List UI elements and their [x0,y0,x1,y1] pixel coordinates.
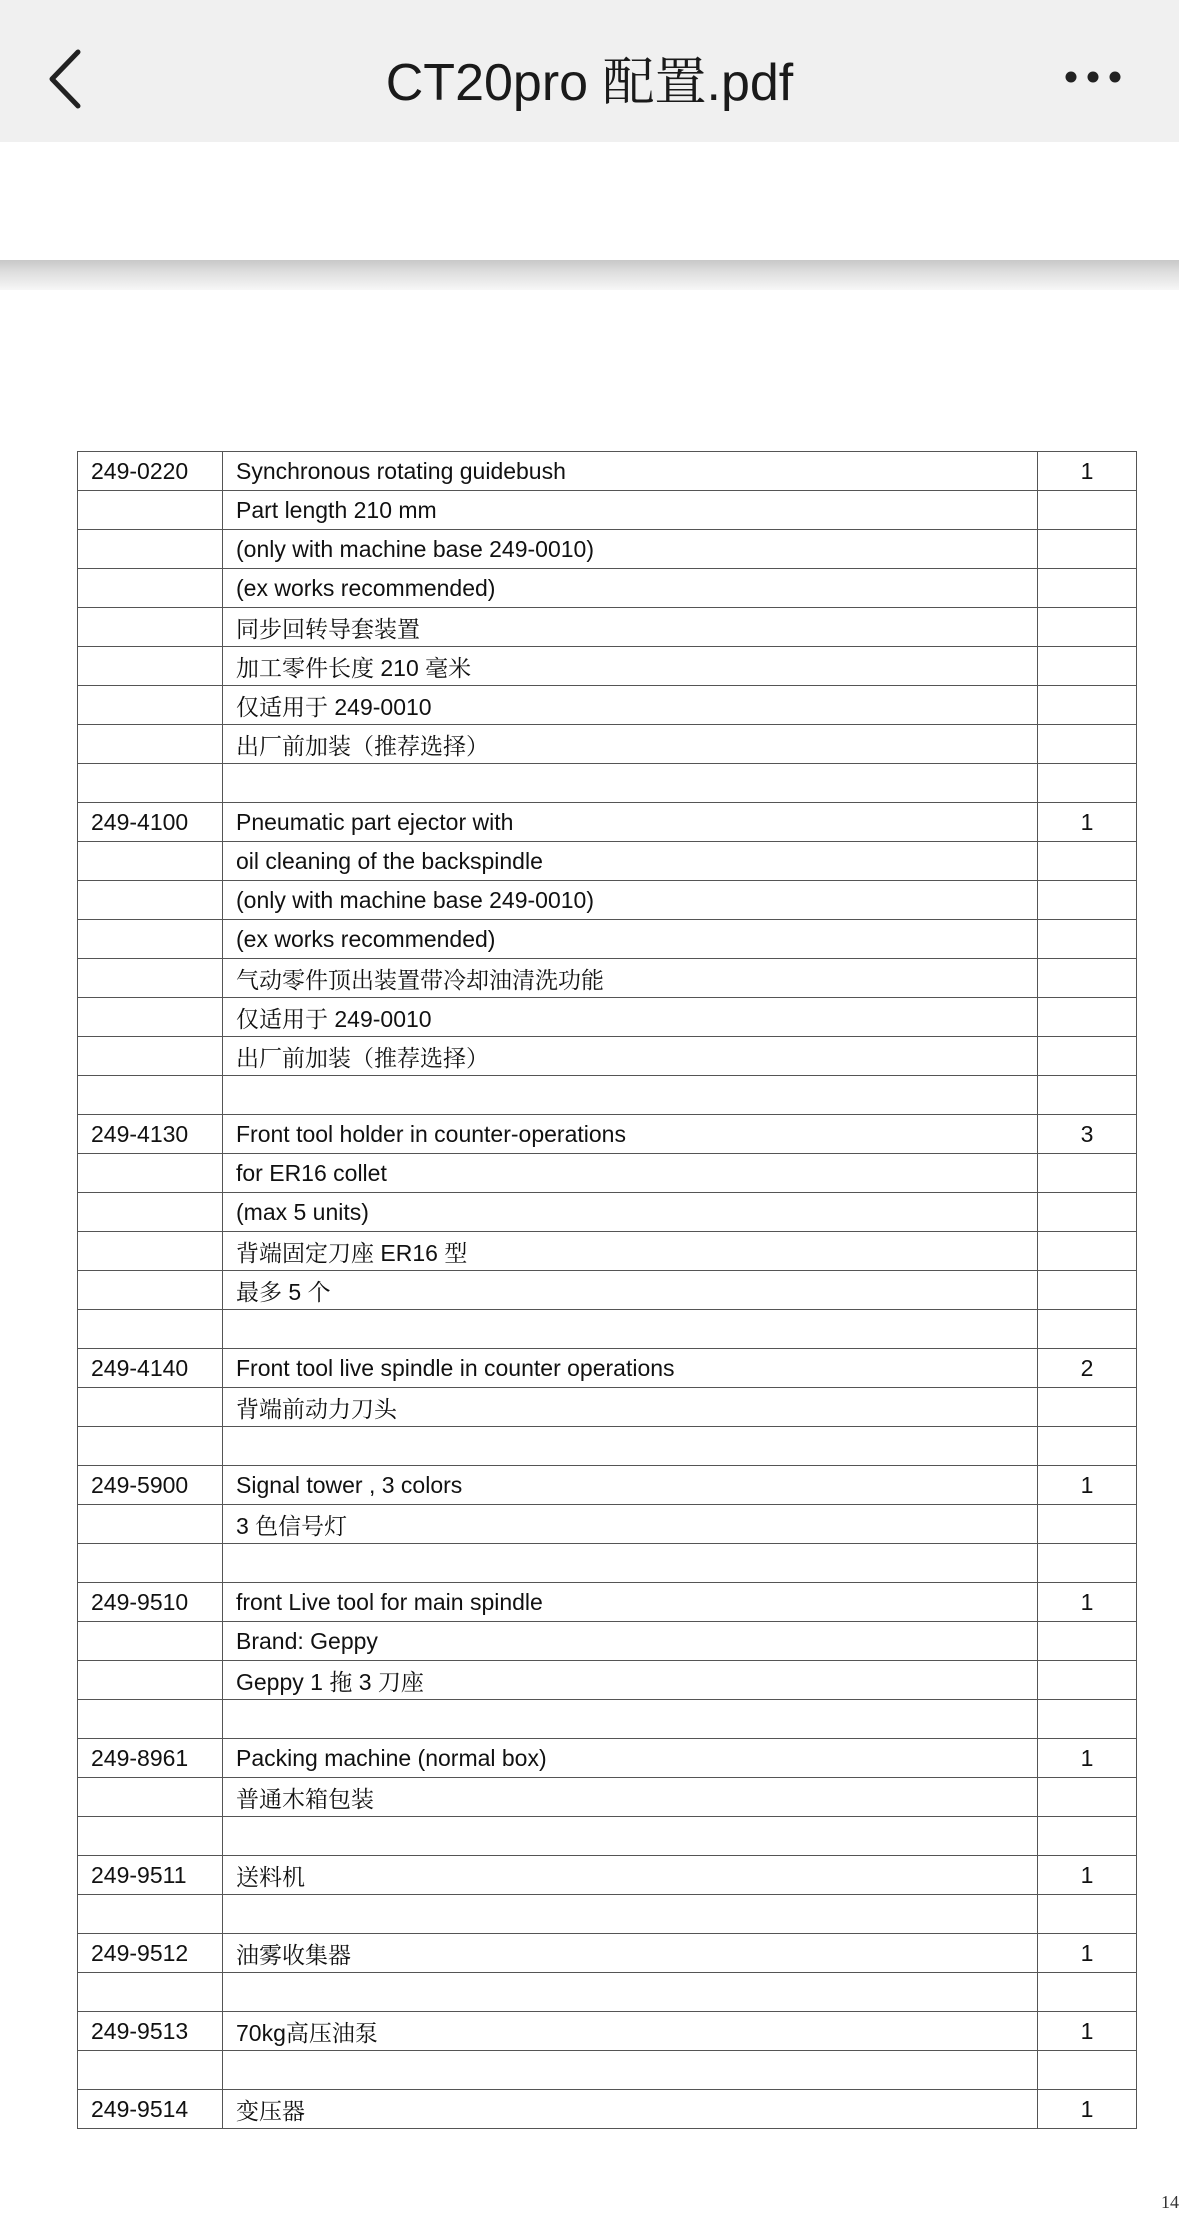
part-code-cell [78,1544,223,1583]
quantity-cell [1038,1271,1137,1310]
part-code-cell [78,725,223,764]
part-code-cell [78,647,223,686]
part-code-cell [78,998,223,1037]
table-row [78,1349,1137,1388]
table-row [78,1193,1137,1232]
table-row [78,1271,1137,1310]
quantity-cell [1038,1544,1137,1583]
description-cell: (ex works recommended) [223,920,1038,959]
description-cell: 普通木箱包装 [223,1778,1038,1817]
table-row [78,1661,1137,1700]
table-row [78,1583,1137,1622]
quantity-cell [1038,1895,1137,1934]
table-row [78,1622,1137,1661]
table-row [78,1934,1137,1973]
table-row [78,1973,1137,2012]
description-cell: (max 5 units) [223,1193,1038,1232]
description-cell: (ex works recommended) [223,569,1038,608]
description-cell: 出厂前加装（推荐选择） [223,725,1038,764]
quantity-cell [1038,1076,1137,1115]
part-code-cell [78,1232,223,1271]
description-cell: Part length 210 mm [223,491,1038,530]
quantity-cell [1038,1661,1137,1700]
parts-table-body [78,452,1137,2129]
table-row [78,1778,1137,1817]
quantity-cell [1038,1310,1137,1349]
table-row [78,1739,1137,1778]
part-code-cell [78,1700,223,1739]
part-code-cell [78,1622,223,1661]
part-code-cell [78,569,223,608]
quantity-cell [1038,569,1137,608]
table-row [78,1115,1137,1154]
part-code-cell [78,1973,223,2012]
description-cell: Brand: Geppy [223,1622,1038,1661]
quantity-cell [1038,491,1137,530]
description-cell: Signal tower , 3 colors [223,1466,1038,1505]
description-cell: oil cleaning of the backspindle [223,842,1038,881]
part-code-cell [78,2051,223,2090]
description-cell: (only with machine base 249-0010) [223,881,1038,920]
description-cell [223,1544,1038,1583]
part-code-cell [78,530,223,569]
part-code-cell [78,764,223,803]
quantity-cell: 1 [1038,2090,1137,2129]
part-code-cell [78,1310,223,1349]
description-cell [223,1427,1038,1466]
description-cell: 送料机 [223,1856,1038,1895]
description-cell: 加工零件长度 210 毫米 [223,647,1038,686]
quantity-cell [1038,998,1137,1037]
part-code-cell [78,1037,223,1076]
table-row [78,569,1137,608]
quantity-cell [1038,1232,1137,1271]
top-navigation-bar [0,0,1179,142]
description-cell: 变压器 [223,2090,1038,2129]
table-row [78,1232,1137,1271]
part-code-cell [78,920,223,959]
table-row [78,803,1137,842]
table-row [78,1037,1137,1076]
quantity-cell [1038,842,1137,881]
description-cell: Pneumatic part ejector with [223,803,1038,842]
part-code-cell: 249-9512 [78,1934,223,1973]
description-cell: 背端固定刀座 ER16 型 [223,1232,1038,1271]
part-code-cell: 249-8961 [78,1739,223,1778]
quantity-cell [1038,1817,1137,1856]
part-code-cell [78,959,223,998]
part-code-cell: 249-0220 [78,452,223,491]
description-cell: (only with machine base 249-0010) [223,530,1038,569]
quantity-cell [1038,1193,1137,1232]
quantity-cell: 2 [1038,1349,1137,1388]
quantity-cell: 1 [1038,1583,1137,1622]
part-code-cell [78,881,223,920]
description-cell: 仅适用于 249-0010 [223,686,1038,725]
description-cell [223,1310,1038,1349]
part-code-cell: 249-4100 [78,803,223,842]
part-code-cell: 249-9511 [78,1856,223,1895]
quantity-cell: 1 [1038,1934,1137,1973]
part-code-cell: 249-9513 [78,2012,223,2051]
quantity-cell [1038,647,1137,686]
description-cell [223,1700,1038,1739]
quantity-cell [1038,764,1137,803]
table-row [78,1388,1137,1427]
table-row [78,2051,1137,2090]
quantity-cell: 1 [1038,1466,1137,1505]
table-row [78,959,1137,998]
table-row [78,1310,1137,1349]
table-row [78,842,1137,881]
more-dots-icon[interactable] [1063,62,1123,92]
quantity-cell [1038,1154,1137,1193]
quantity-cell [1038,530,1137,569]
description-cell [223,2051,1038,2090]
table-row [78,1076,1137,1115]
quantity-cell [1038,608,1137,647]
part-code-cell [78,1076,223,1115]
part-code-cell [78,1895,223,1934]
description-cell [223,1895,1038,1934]
table-row [78,998,1137,1037]
part-code-cell [78,1427,223,1466]
quantity-cell: 1 [1038,452,1137,491]
quantity-cell [1038,1778,1137,1817]
part-code-cell: 249-9510 [78,1583,223,1622]
quantity-cell [1038,1700,1137,1739]
quantity-cell [1038,1388,1137,1427]
page-number: 14 [1161,2192,1179,2212]
quantity-cell [1038,2051,1137,2090]
quantity-cell [1038,920,1137,959]
description-cell: 仅适用于 249-0010 [223,998,1038,1037]
part-code-cell [78,1505,223,1544]
quantity-cell: 3 [1038,1115,1137,1154]
pdf-page[interactable] [0,290,1179,2212]
page-separator [0,260,1179,290]
table-row [78,1505,1137,1544]
part-code-cell [78,1193,223,1232]
description-cell: front Live tool for main spindle [223,1583,1038,1622]
description-cell: 油雾收集器 [223,1934,1038,1973]
part-code-cell: 249-4130 [78,1115,223,1154]
quantity-cell: 1 [1038,803,1137,842]
table-row [78,1466,1137,1505]
part-code-cell [78,686,223,725]
table-row [78,1895,1137,1934]
part-code-cell [78,608,223,647]
part-code-cell [78,1271,223,1310]
description-cell: 70kg高压油泵 [223,2012,1038,2051]
table-row [78,647,1137,686]
table-row [78,2012,1137,2051]
quantity-cell [1038,725,1137,764]
description-cell: Front tool holder in counter-operations [223,1115,1038,1154]
document-title: CT20pro 配置.pdf [385,54,794,112]
description-cell: 同步回转导套装置 [223,608,1038,647]
description-cell [223,1076,1038,1115]
part-code-cell [78,1778,223,1817]
table-row [78,920,1137,959]
description-cell [223,764,1038,803]
description-cell [223,1973,1038,2012]
description-cell: 背端前动力刀头 [223,1388,1038,1427]
part-code-cell [78,842,223,881]
description-cell: Front tool live spindle in counter operations [223,1349,1038,1388]
table-row [78,881,1137,920]
table-row [78,1856,1137,1895]
description-cell: 气动零件顶出装置带冷却油清洗功能 [223,959,1038,998]
description-cell: Packing machine (normal box) [223,1739,1038,1778]
table-row [78,1544,1137,1583]
part-code-cell: 249-5900 [78,1466,223,1505]
quantity-cell [1038,959,1137,998]
quantity-cell [1038,686,1137,725]
table-row [78,1700,1137,1739]
part-code-cell [78,1154,223,1193]
quantity-cell [1038,1622,1137,1661]
quantity-cell [1038,1505,1137,1544]
part-code-cell: 249-4140 [78,1349,223,1388]
table-row [78,686,1137,725]
table-row [78,725,1137,764]
parts-table [77,451,1137,2129]
table-row [78,1817,1137,1856]
previous-page-bottom [0,142,1179,260]
description-cell [223,1817,1038,1856]
table-row [78,530,1137,569]
part-code-cell: 249-9514 [78,2090,223,2129]
part-code-cell [78,1661,223,1700]
description-cell: for ER16 collet [223,1154,1038,1193]
quantity-cell: 1 [1038,2012,1137,2051]
table-row [78,2090,1137,2129]
description-cell: Synchronous rotating guidebush [223,452,1038,491]
quantity-cell [1038,1427,1137,1466]
table-row [78,452,1137,491]
table-row [78,764,1137,803]
description-cell: 出厂前加装（推荐选择） [223,1037,1038,1076]
description-cell: 最多 5 个 [223,1271,1038,1310]
quantity-cell: 1 [1038,1856,1137,1895]
part-code-cell [78,1388,223,1427]
table-row [78,1427,1137,1466]
part-code-cell [78,491,223,530]
table-row [78,608,1137,647]
quantity-cell [1038,1973,1137,2012]
quantity-cell [1038,1037,1137,1076]
description-cell: 3 色信号灯 [223,1505,1038,1544]
part-code-cell [78,1817,223,1856]
quantity-cell: 1 [1038,1739,1137,1778]
quantity-cell [1038,881,1137,920]
table-row [78,491,1137,530]
description-cell: Geppy 1 拖 3 刀座 [223,1661,1038,1700]
table-row [78,1154,1137,1193]
